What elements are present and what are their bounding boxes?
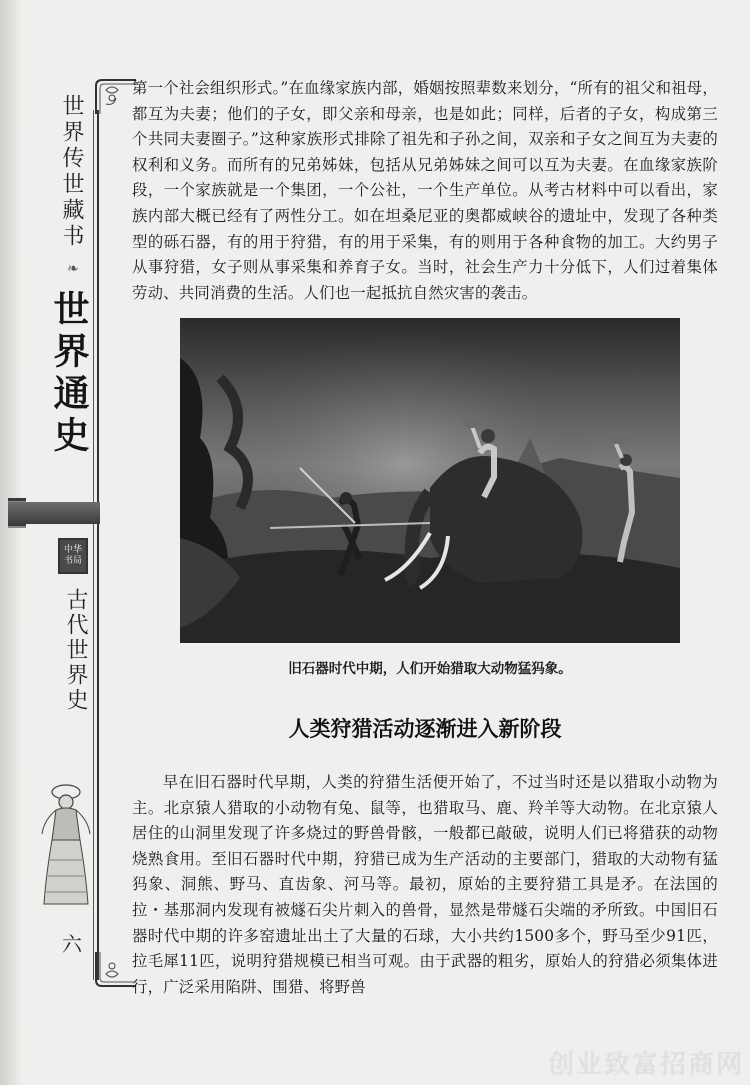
page-gutter-shadow xyxy=(0,0,22,1085)
sidebar-border-line xyxy=(97,110,99,980)
seal-text: 中华书局 xyxy=(63,545,82,566)
photo-caption: 旧石器时代中期，人们开始猎取大动物猛犸象。 xyxy=(288,661,572,677)
separator-ornament-icon: ❧ xyxy=(67,261,79,277)
paragraph: 早在旧石器时代早期，人类的狩猎生活便开始了，不过当时还是以猎取小动物为主。北京猿人猎取的小动物有兔、鼠等，也猎取马、鹿、羚羊等大动物。在北京猿人居住的山洞里发现了许多烧过的野兽骨骸，一般都已敲破，说明人们已将猎获的动物烧熟食用。至旧石器时代中期，狩猎已成为生产活动的主要部门，猎取的大动物有猛犸象、洞熊、野马、直齿象、河马等。最初，原始的主要狩猎工具是矛。在法国的拉・基那洞内发现有被燧石尖片刺入的兽骨，显然是带燧石尖端的矛所致。中国旧石器时代中期的许多窑遗址出土了大量的石球，大小共约1500多个，野马至少91匹，拉毛犀11匹，说明狩猎规模已相当可观。由于武器的粗劣，原始人的狩猎必须集体进行，广泛采用陷阱、围猎、将野兽 xyxy=(132,773,718,996)
ancient-figure-illustration-icon xyxy=(36,780,96,910)
section-heading: 人类狩猎活动逐渐进入新阶段 xyxy=(288,717,562,741)
section-subtitle: 古代世界史 xyxy=(63,588,88,713)
seal-stamp xyxy=(58,538,88,574)
paragraph: 第一个社会组织形式。”在血缘家族内部，婚姻按照辈数来划分，“所有的祖父和祖母，都互为夫妻；他们的子女，即父亲和母亲，也是如此；同样，后者的子女，构成第三个共同夫妻圈子。”这种家族形式排除了祖先和子孙之间，双亲和子女之间互为夫妻的权利和义务。而所有的兄弟姊妹，包括从兄弟姊妹之间可以互为夫妻。在血缘家族阶段，一个家族就是一个集团，一个公社，一个生产单位。从考古材料中可以看出，家族内部大概已经有了两性分工。如在坦桑尼亚的奥都威峡谷的遗址中，发现了各种类型的砾石器，有的用于狩猎，有的用于采集，有的则用于各种食物的加工。大约男子从事狩猎，女子则从事采集和养育子女。当时，社会生产力十分低下，人们过着集体劳动、共同消费的生活。人们也一起抵抗自然灾害的袭击。 xyxy=(132,79,718,302)
body-text-bottom xyxy=(132,770,718,1000)
book-title: 世界通史 xyxy=(48,290,90,458)
body-text-top xyxy=(132,76,718,306)
sidebar-dark-band xyxy=(8,502,100,524)
watermark-text: 创业致富招商网 xyxy=(547,1050,744,1080)
series-title: 世界传世藏书 xyxy=(59,94,84,250)
mammoth-hunt-photo xyxy=(180,318,680,643)
page-number: 六 xyxy=(62,932,82,956)
